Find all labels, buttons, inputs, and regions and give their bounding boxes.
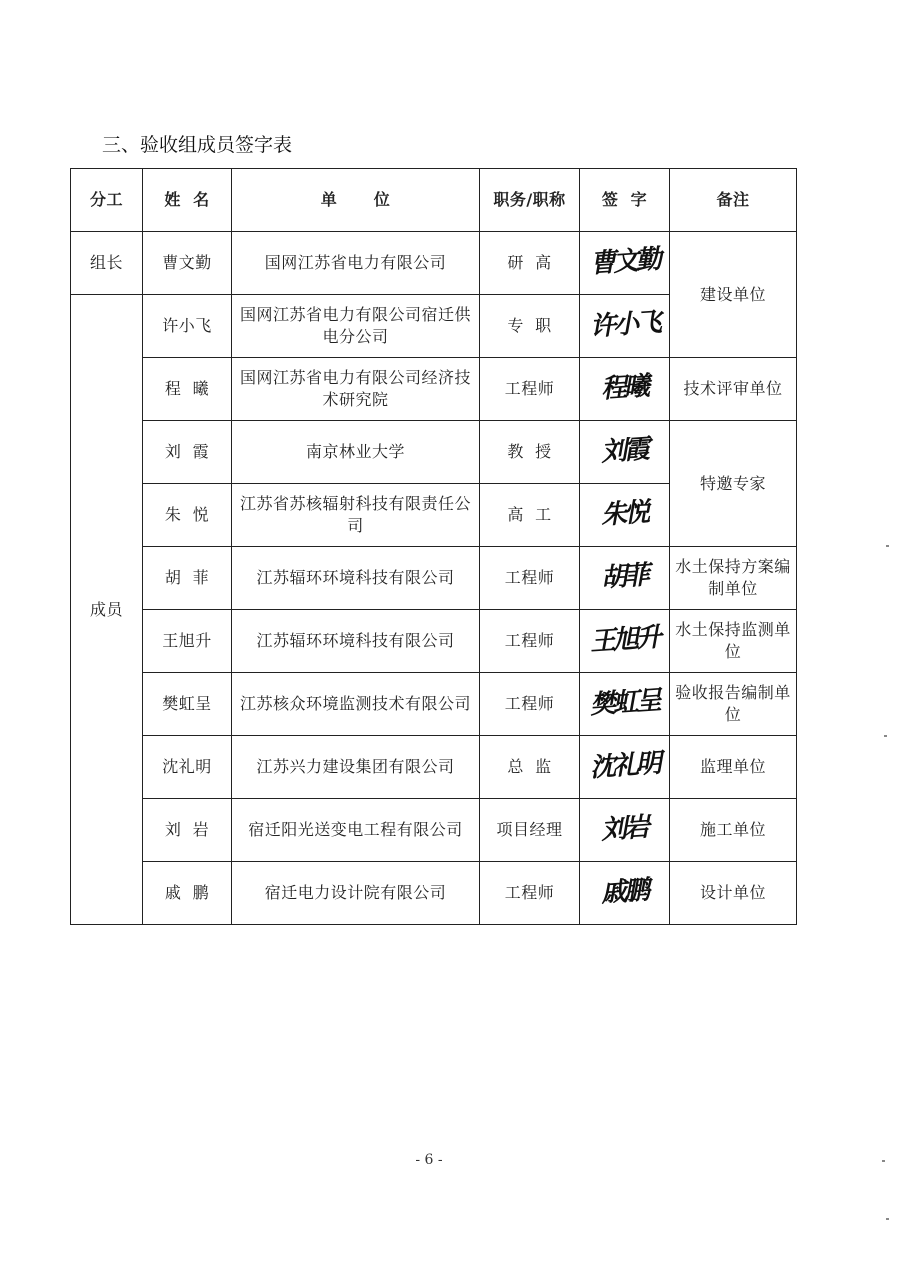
remark-cell: 监理单位 [670, 736, 797, 799]
remark-cell: 建设单位 [670, 232, 797, 358]
section-title: 三、验收组成员签字表 [102, 134, 293, 156]
header-position: 职务/职称 [480, 169, 580, 232]
member-position: 高 工 [480, 484, 580, 547]
table-header-row [71, 169, 797, 232]
remark-cell: 施工单位 [670, 799, 797, 862]
member-name: 胡 菲 [143, 547, 232, 610]
remark-cell: 特邀专家 [670, 421, 797, 547]
handwritten-signature: 刘岩 [600, 811, 649, 846]
handwritten-signature: 樊虹呈 [589, 685, 660, 720]
handwritten-signature: 程曦 [600, 370, 649, 405]
handwritten-signature: 曹文勤 [589, 244, 660, 279]
handwritten-signature: 戚鹏 [600, 874, 649, 909]
remark-cell: 水土保持方案编制单位 [670, 547, 797, 610]
member-unit: 宿迁电力设计院有限公司 [232, 862, 480, 925]
member-position: 总 监 [480, 736, 580, 799]
remark-cell: 水土保持监测单位 [670, 610, 797, 673]
header-signature: 签 字 [580, 169, 670, 232]
member-name: 刘 岩 [143, 799, 232, 862]
member-position: 工程师 [480, 862, 580, 925]
member-signature [580, 799, 670, 862]
table-row [71, 673, 797, 736]
table-row [71, 610, 797, 673]
member-unit: 江苏核众环境监测技术有限公司 [232, 673, 480, 736]
member-signature [580, 547, 670, 610]
member-name: 樊虹呈 [143, 673, 232, 736]
member-signature [580, 610, 670, 673]
scan-speck [886, 545, 889, 547]
table-row [71, 358, 797, 421]
handwritten-signature: 许小飞 [589, 307, 660, 342]
member-position: 工程师 [480, 547, 580, 610]
table-row [71, 799, 797, 862]
member-signature [580, 295, 670, 358]
member-position: 专 职 [480, 295, 580, 358]
member-unit: 国网江苏省电力有限公司宿迁供电分公司 [232, 295, 480, 358]
scan-speck [882, 1160, 885, 1162]
header-unit: 单 位 [232, 169, 480, 232]
role-group-members: 成员 [71, 295, 143, 925]
member-position: 工程师 [480, 358, 580, 421]
member-position: 工程师 [480, 673, 580, 736]
member-name: 许小飞 [143, 295, 232, 358]
signature-table [70, 168, 797, 925]
scan-speck [886, 1218, 889, 1220]
member-signature [580, 232, 670, 295]
member-unit: 南京林业大学 [232, 421, 480, 484]
header-role: 分工 [71, 169, 143, 232]
member-name: 王旭升 [143, 610, 232, 673]
header-name: 姓 名 [143, 169, 232, 232]
member-unit: 国网江苏省电力有限公司经济技术研究院 [232, 358, 480, 421]
member-unit: 宿迁阳光送变电工程有限公司 [232, 799, 480, 862]
member-unit: 江苏辐环环境科技有限公司 [232, 610, 480, 673]
handwritten-signature: 朱悦 [600, 496, 649, 531]
remark-cell: 设计单位 [670, 862, 797, 925]
member-name: 曹文勤 [143, 232, 232, 295]
member-signature [580, 862, 670, 925]
member-unit: 江苏省苏核辐射科技有限责任公司 [232, 484, 480, 547]
member-position: 研 高 [480, 232, 580, 295]
member-signature [580, 736, 670, 799]
remark-cell: 验收报告编制单位 [670, 673, 797, 736]
handwritten-signature: 王旭升 [589, 622, 660, 657]
member-position: 工程师 [480, 610, 580, 673]
member-signature [580, 673, 670, 736]
handwritten-signature: 胡菲 [600, 559, 649, 594]
role-group-leader: 组长 [71, 232, 143, 295]
member-name: 刘 霞 [143, 421, 232, 484]
table-row [71, 736, 797, 799]
handwritten-signature: 沈礼明 [589, 748, 660, 783]
table-row [71, 547, 797, 610]
page-number: - 6 - [415, 1152, 443, 1168]
member-unit: 江苏辐环环境科技有限公司 [232, 547, 480, 610]
handwritten-signature: 刘霞 [600, 433, 649, 468]
scan-speck [884, 735, 887, 737]
member-position: 教 授 [480, 421, 580, 484]
table-row [71, 232, 797, 295]
table-row [71, 862, 797, 925]
member-name: 戚 鹏 [143, 862, 232, 925]
member-position: 项目经理 [480, 799, 580, 862]
member-name: 沈礼明 [143, 736, 232, 799]
member-unit: 江苏兴力建设集团有限公司 [232, 736, 480, 799]
member-name: 程 曦 [143, 358, 232, 421]
table-row [71, 421, 797, 484]
member-unit: 国网江苏省电力有限公司 [232, 232, 480, 295]
member-signature [580, 358, 670, 421]
remark-cell: 技术评审单位 [670, 358, 797, 421]
member-signature [580, 484, 670, 547]
member-name: 朱 悦 [143, 484, 232, 547]
header-remark: 备注 [670, 169, 797, 232]
member-signature [580, 421, 670, 484]
